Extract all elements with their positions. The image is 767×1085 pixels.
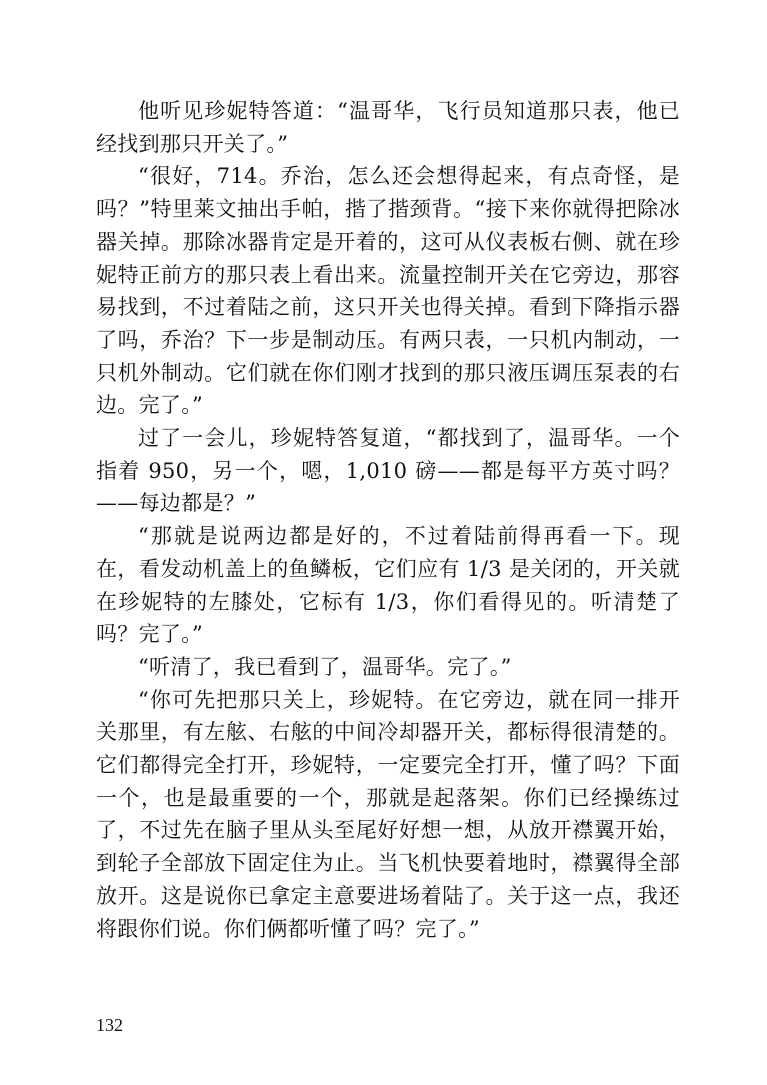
paragraph-5: “听清了，我已看到了，温哥华。完了。” — [138, 654, 512, 679]
page-number: 132 — [96, 1015, 123, 1035]
paragraph-3: 过了一会儿，珍妮特答复道，“都找到了，温哥华。一个指着 950，另一个，嗯，1,010 磅——都是每平方英寸吗？——每边都是？” — [96, 426, 680, 516]
body-text — [96, 95, 680, 945]
paragraph-6: “你可先把那只关上，珍妮特。在它旁边，就在同一排开关那里，有左舷、右舷的中间冷却器开关，都标得很清楚的。它们都得完全打开，珍妮特，一定要完全打开，懂了吗？下面一个，也是最重要的一个，那就是起落架。你们已经操练过了，不过先在脑子里从头至尾好好想一想，从放开襟翼开始，到轮子全部放下固定住为止。当飞机快要着地时，襟翼得全部放开。这是说你已拿定主意要进场着陆了。关于这一点，我还将跟你们说。你们俩都听懂了吗？完了。” — [96, 687, 680, 941]
paragraph-4: “那就是说两边都是好的，不过着陆前得再看一下。现在，看发动机盖上的鱼鳞板，它们应有 1/3 是关闭的，开关就在珍妮特的左膝处，它标有 1/3，你们看得见的。听清楚了吗？完了。” — [96, 524, 680, 647]
paragraph-1: 他听见珍妮特答道：“温哥华，飞行员知道那只表，他已经找到那只开关了。” — [96, 99, 680, 156]
paragraph-2: “很好，714。乔治，怎么还会想得起来，有点奇怪，是吗？”特里莱文抽出手帕，揩了揩颈背。“接下来你就得把除冰器关掉。那除冰器肯定是开着的，这可从仪表板右侧、就在珍妮特正前方的那只表上看出来。流量控制开关在它旁边，那容易找到，不过着陆之前，这只开关也得关掉。看到下降指示器了吗，乔治？下一步是制动压。有两只表，一只机内制动，一只机外制动。它们就在你们刚才找到的那只液压调压泵表的右边。完了。” — [96, 164, 680, 418]
